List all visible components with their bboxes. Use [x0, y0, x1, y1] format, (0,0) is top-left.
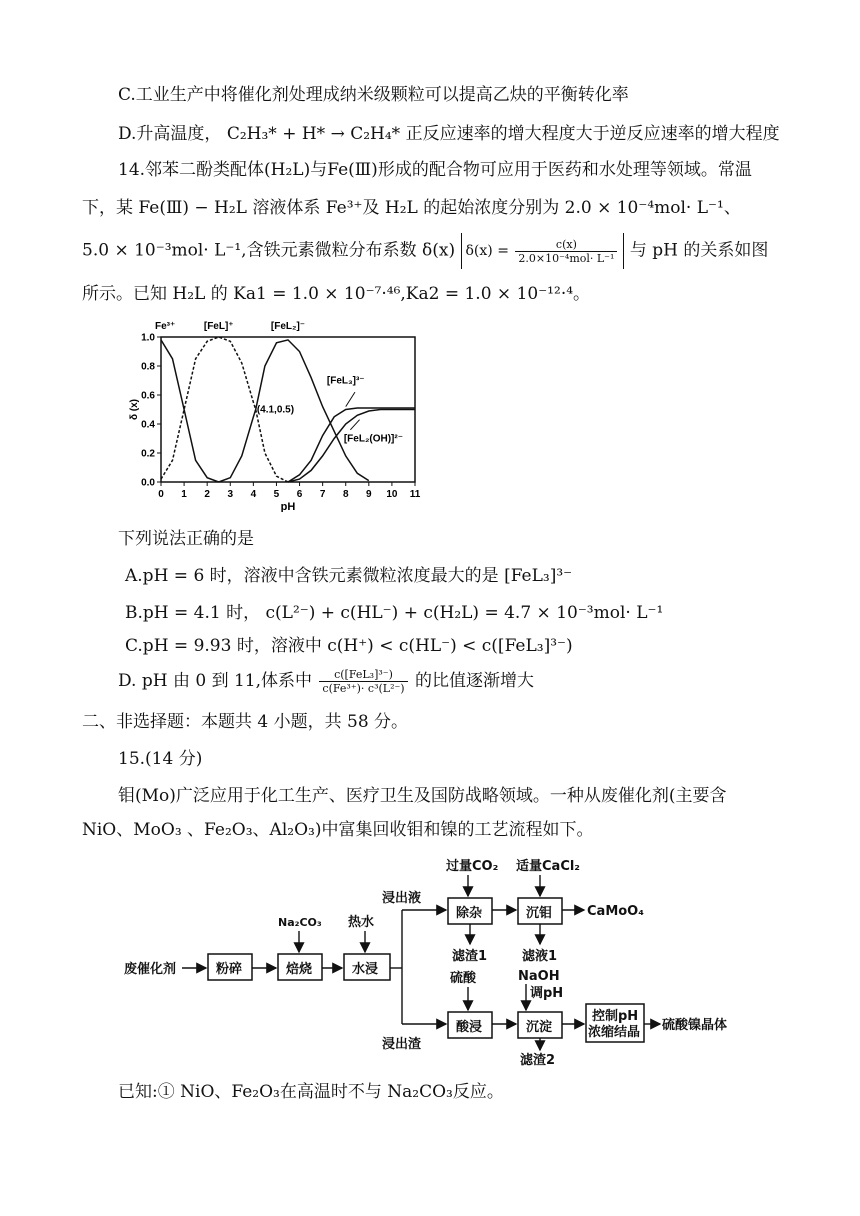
series-line-0 — [161, 340, 219, 482]
naoh-label: NaOH — [518, 969, 560, 984]
leachate-label: 浸出液 — [382, 891, 422, 906]
delta-definition-fraction — [515, 238, 617, 265]
y-tick-label: 0.6 — [141, 390, 155, 402]
x-tick-label: 10 — [386, 489, 398, 500]
label-pointer-feL2oh — [350, 420, 359, 430]
option-b: B.pH = 4.1 时， c(L²⁻) + c(HL⁻) + c(H₂L) = 4.7 × 10⁻³mol· L⁻¹ — [125, 603, 664, 623]
adjust-ph-label: 调pH — [530, 986, 564, 1001]
option-c-previous: C.工业生产中将催化剂处理成纳米级颗粒可以提高乙炔的平衡转化率 — [118, 85, 629, 105]
nickel-sulfate-label: 硫酸镍晶体 — [662, 1018, 728, 1033]
crush-label: 粉碎 — [216, 962, 243, 977]
control-ph-label: 控制pH — [592, 1009, 639, 1024]
series-label-3: [FeL₃]³⁻ — [326, 375, 365, 387]
question-14-prompt: 下列说法正确的是 — [118, 529, 254, 549]
option-d-fraction — [319, 668, 407, 695]
option-a: A.pH = 6 时，溶液中含铁元素微粒浓度最大的是 [FeL₃]³⁻ — [125, 566, 573, 586]
filtrate1-label: 滤液1 — [522, 949, 558, 964]
x-tick-label: 1 — [181, 489, 187, 500]
series-label-2: [FeL₂]⁻ — [270, 321, 306, 332]
na2co3-label: Na₂CO₃ — [278, 916, 322, 929]
leach-residue-label: 浸出渣 — [382, 1037, 422, 1052]
concentrate-label: 浓缩结晶 — [588, 1025, 641, 1040]
x-tick-label: 4 — [250, 489, 257, 500]
option-c: C.pH = 9.93 时，溶液中 c(H⁺) < c(HL⁻) < c([FeL₃]³⁻) — [125, 636, 573, 656]
option-d-denominator: c(Fe³⁺)· c³(L²⁻) — [322, 682, 405, 695]
sulfuric-acid-label: 硫酸 — [450, 971, 477, 986]
cacl2-label: 适量CaCl₂ — [516, 859, 581, 874]
y-tick-label: 1.0 — [141, 332, 155, 344]
roast-label: 焙烧 — [286, 962, 313, 977]
x-tick-label: 5 — [273, 489, 280, 500]
series-label-1: [FeL]⁺ — [203, 321, 234, 332]
x-tick-label: 7 — [319, 489, 326, 500]
option-d-previous: D.升高温度， C₂H₃* + H* → C₂H₄* 正反应速率的增大程度大于逆反应速率的增大程度 — [118, 124, 780, 144]
raw-material-label: 废催化剂 — [124, 962, 177, 977]
precipitate-mo-label: 沉钼 — [526, 906, 553, 921]
camoo4-label: CaMoO₄ — [587, 904, 644, 919]
series-label-4: [FeL₂(OH)]²⁻ — [343, 433, 404, 445]
x-axis-label: pH — [280, 501, 296, 512]
delta-denominator: 2.0×10⁻⁴mol· L⁻¹ — [518, 251, 615, 265]
section-2-heading: 二、非选择题：本题共 4 小题，共 58 分。 — [82, 712, 409, 732]
residue1-label: 滤渣1 — [452, 949, 488, 964]
delta-definition-bracket — [461, 233, 625, 269]
series-label-0: Fe³⁺ — [155, 321, 176, 332]
question-15-line-2: NiO、MoO₃ 、Fe₂O₃、Al₂O₃)中富集回收钼和镍的工艺流程如下。 — [82, 820, 594, 840]
x-tick-label: 0 — [158, 489, 164, 500]
water-leach-label: 水浸 — [352, 962, 379, 977]
q14-line3-tail: 与 pH 的关系如图 — [629, 240, 769, 261]
acid-leach-label: 酸浸 — [456, 1020, 483, 1035]
residue2-label: 滤渣2 — [520, 1053, 556, 1067]
delta-numerator: c(x) — [515, 238, 617, 252]
chart-labels — [155, 321, 403, 444]
option-d — [118, 668, 534, 695]
distribution-chart — [125, 312, 435, 512]
question-15-line-1: 钼(Mo)广泛应用于化工生产、医疗卫生及国防战略领域。一种从废催化剂(主要含 — [118, 786, 727, 806]
question-15-known: 已知:① NiO、Fe₂O₃在高温时不与 Na₂CO₃反应。 — [118, 1082, 504, 1102]
question-14-line-4: 所示。已知 H₂L 的 Ka1 = 1.0 × 10⁻⁷·⁴⁶,Ka2 = 1.0 × 10⁻¹²·⁴。 — [82, 284, 591, 304]
y-tick-label: 0.8 — [141, 361, 155, 373]
y-axis-label: δ (x) — [129, 398, 140, 421]
question-15-heading: 15.(14 分) — [118, 749, 203, 769]
x-tick-label: 2 — [204, 489, 210, 500]
hot-water-label: 热水 — [348, 915, 375, 930]
x-tick-label: 3 — [227, 489, 234, 500]
y-tick-label: 0.0 — [141, 477, 155, 489]
question-14-line-1: 14.邻苯二酚类配体(H₂L)与Fe(Ⅲ)形成的配合物可应用于医药和水处理等领域。常温 — [118, 160, 752, 180]
x-tick-label: 6 — [296, 489, 303, 500]
precipitation-label: 沉淀 — [526, 1020, 553, 1035]
option-d-tail: 的比值逐渐增大 — [415, 671, 534, 691]
option-d-text: D. pH 由 0 到 11,体系中 — [118, 671, 313, 691]
y-tick-label: 0.4 — [141, 419, 155, 431]
x-tick-label: 11 — [409, 489, 421, 500]
q14-line3-text: 5.0 × 10⁻³mol· L⁻¹,含铁元素微粒分布系数 δ(x) — [82, 240, 456, 261]
co2-label: 过量CO₂ — [446, 859, 499, 874]
y-tick-label: 0.2 — [141, 448, 155, 460]
series-line-4 — [288, 410, 415, 483]
x-tick-label: 8 — [342, 489, 349, 500]
question-14-line-3 — [82, 233, 768, 269]
label-pointer-feL3 — [346, 392, 355, 407]
question-14-line-2: 下，某 Fe(Ⅲ) − H₂L 溶液体系 Fe³⁺及 H₂L 的起始浓度分别为 2.0 × 10⁻⁴mol· L⁻¹、 — [82, 198, 741, 218]
delta-definition-label: δ(x) = — [465, 243, 509, 259]
purify-label: 除杂 — [456, 906, 483, 921]
point-annotation: (4.1,0.5) — [256, 404, 295, 416]
option-d-numerator: c([FeL₃]³⁻) — [319, 668, 407, 682]
process-flowchart — [120, 852, 740, 1067]
x-tick-label: 9 — [366, 489, 372, 500]
